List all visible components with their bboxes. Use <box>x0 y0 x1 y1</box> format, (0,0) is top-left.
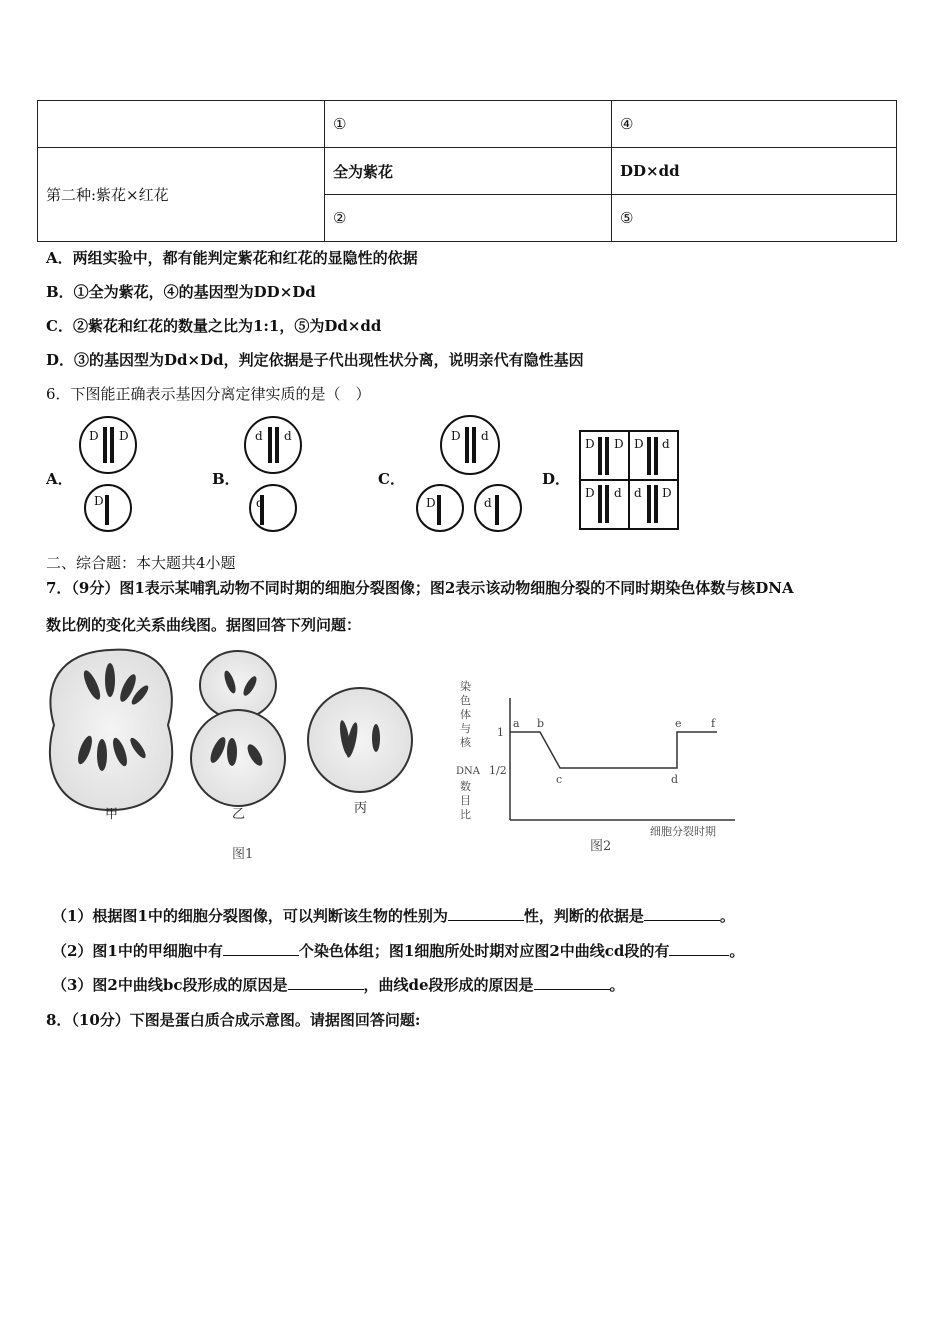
svg-text:D: D <box>585 486 595 500</box>
svg-text:D: D <box>662 486 672 500</box>
option-c: C．②紫花和红花的数量之比为1:1，⑤为Dd×dd <box>46 317 382 335</box>
svg-text:D: D <box>119 429 129 443</box>
question-8-stem: 8．（10分）下图是蛋白质合成示意图。请据图回答问题: <box>46 1011 421 1029</box>
table-row <box>38 148 897 195</box>
svg-text:d: d <box>255 429 263 443</box>
svg-text:b: b <box>537 717 545 730</box>
svg-text:D: D <box>426 496 436 510</box>
svg-text:图1: 图1 <box>232 847 254 862</box>
svg-text:核: 核 <box>460 736 471 749</box>
svg-text:细胞分裂时期: 细胞分裂时期 <box>650 825 716 838</box>
genetics-table <box>37 100 897 242</box>
svg-text:d: d <box>481 429 489 443</box>
svg-text:d: d <box>284 429 292 443</box>
svg-text:D: D <box>89 429 99 443</box>
q6-label-a: A． <box>46 470 73 488</box>
svg-text:甲: 甲 <box>105 807 119 822</box>
answer-blank[interactable] <box>534 974 610 990</box>
svg-text:d: d <box>662 437 670 451</box>
figure-2-ratio-curve <box>455 680 755 860</box>
svg-text:d: d <box>256 496 264 510</box>
svg-text:目: 目 <box>460 794 471 807</box>
svg-text:1/2: 1/2 <box>489 764 507 777</box>
svg-text:丙: 丙 <box>354 801 368 816</box>
figure-1-cell-division <box>40 640 430 865</box>
answer-blank[interactable] <box>288 974 364 990</box>
question-7-stem-2: 数比例的变化关系曲线图。据图回答下列问题： <box>46 616 362 634</box>
answer-blank[interactable] <box>669 940 729 956</box>
svg-text:乙: 乙 <box>232 807 246 822</box>
table-cell: DD×dd <box>612 148 897 195</box>
table-cell: 全为紫花 <box>325 148 612 195</box>
svg-text:d: d <box>484 496 492 510</box>
svg-text:D: D <box>94 494 104 508</box>
option-b: B．①全为紫花，④的基因型为DD×Dd <box>46 283 316 301</box>
svg-text:数: 数 <box>460 780 471 793</box>
table-cell: ⑤ <box>612 195 897 242</box>
svg-text:c: c <box>556 773 563 786</box>
table-cell: ① <box>325 101 612 148</box>
svg-text:1: 1 <box>497 726 504 739</box>
svg-text:染: 染 <box>460 680 471 693</box>
answer-blank[interactable] <box>223 940 299 956</box>
table-cell <box>38 101 325 148</box>
table-cell: ④ <box>612 101 897 148</box>
svg-text:d: d <box>614 486 622 500</box>
question-6-stem: 6．下图能正确表示基因分离定律实质的是（ ） <box>46 385 371 403</box>
svg-text:e: e <box>675 717 682 730</box>
svg-text:d: d <box>634 486 642 500</box>
question-7-stem-1: 7．（9分）图1表示某哺乳动物不同时期的细胞分裂图像；图2表示该动物细胞分裂的不同时期染色体数与核DNA <box>46 579 794 597</box>
svg-text:D: D <box>634 437 644 451</box>
option-a: A．两组实验中，都有能判定紫花和红花的显隐性的依据 <box>46 249 418 267</box>
q6-label-d: D． <box>542 470 571 488</box>
table-row <box>38 101 897 148</box>
q6-label-c: C． <box>378 470 405 488</box>
svg-text:a: a <box>513 717 520 730</box>
table-cell: ② <box>325 195 612 242</box>
q7-sub-2: （2）图1中的甲细胞中有 个染色体组；图1细胞所处时期对应图2中曲线cd段的有 。 <box>52 942 745 960</box>
svg-text:D: D <box>585 437 595 451</box>
svg-text:f: f <box>711 717 716 730</box>
section-2-heading: 二、综合题：本大题共4小题 <box>46 554 236 572</box>
svg-text:DNA: DNA <box>456 766 480 777</box>
answer-blank[interactable] <box>644 905 720 921</box>
svg-text:D: D <box>451 429 461 443</box>
q7-sub-1: （1）根据图1中的细胞分裂图像，可以判断该生物的性别为 性，判断的依据是 。 <box>52 907 735 925</box>
svg-text:比: 比 <box>460 808 471 821</box>
table-cell-cross-2: 第二种:紫花×红花 <box>38 148 325 242</box>
svg-text:与: 与 <box>460 722 471 735</box>
svg-text:d: d <box>671 773 679 786</box>
answer-blank[interactable] <box>448 905 524 921</box>
q6-label-b: B． <box>212 470 240 488</box>
q7-sub-3: （3）图2中曲线bc段形成的原因是 ，曲线de段形成的原因是 。 <box>52 976 625 994</box>
svg-text:体: 体 <box>460 708 471 721</box>
svg-text:图2: 图2 <box>590 839 612 854</box>
q6-diagrams <box>0 415 700 535</box>
svg-text:色: 色 <box>460 694 471 707</box>
svg-text:D: D <box>614 437 624 451</box>
option-d: D．③的基因型为Dd×Dd，判定依据是子代出现性状分离，说明亲代有隐性基因 <box>46 351 584 369</box>
